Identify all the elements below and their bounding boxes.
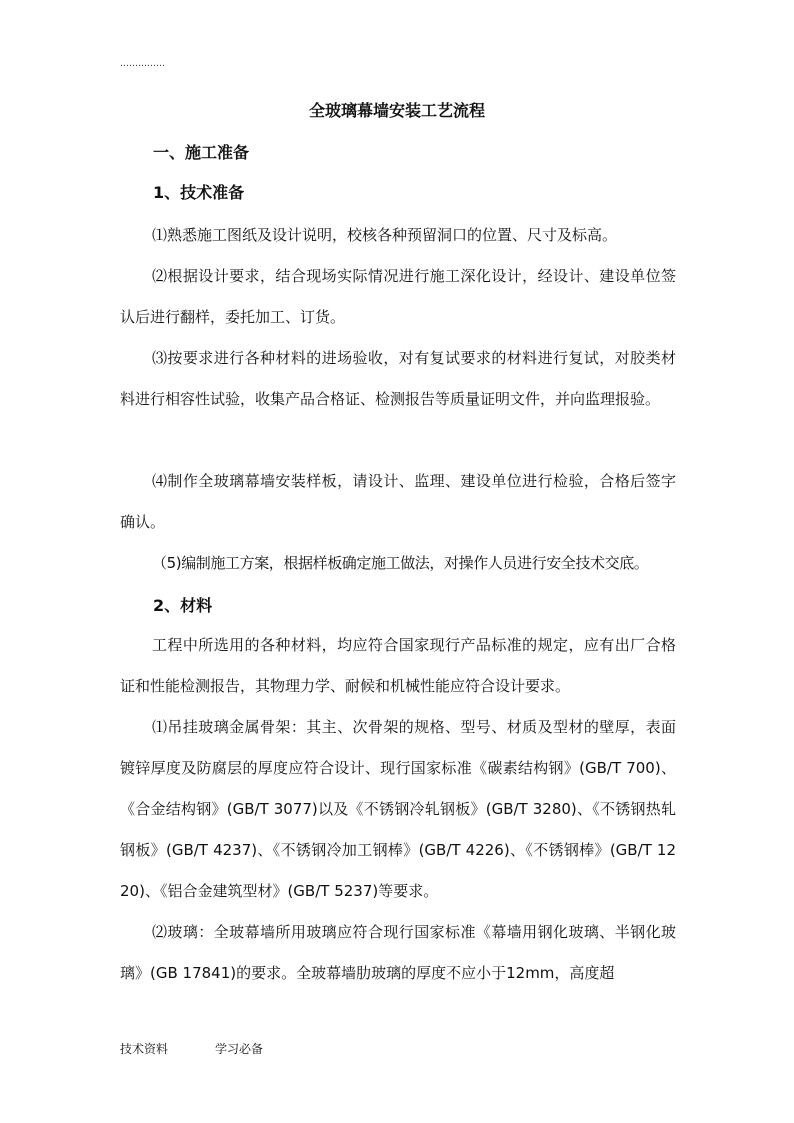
- footer-right-label: 学习必备: [215, 1042, 264, 1056]
- paragraph-7: ⑴吊挂玻璃金属骨架：其主、次骨架的规格、型号、材质及型材的壁厚，表面镀锌厚度及防腐层的厚度应符合设计、现行国家标准《碳素结构钢》(GB/T 700)、《合金结构钢》(GB/T 3077)以及《不锈钢冷轧钢板》(GB/T 3280)、《不锈钢热轧钢板》(GB/T 4237)、《不锈钢冷加工钢棒》(GB/T 4226)、《不锈钢棒》(GB/T 1220)、《铝合金建筑型材》(GB/T 5237)等要求。: [120, 718, 676, 900]
- header-dots: ……………: [120, 59, 165, 69]
- paragraph-6: 工程中所选用的各种材料，均应符合国家现行产品标准的规定，应有出厂合格证和性能检测报告，其物理力学、耐候和机械性能应符合设计要求。: [120, 636, 676, 695]
- section-heading-construction-prep: 一、施工准备: [153, 143, 250, 162]
- paragraph-2: ⑵根据设计要求，结合现场实际情况进行施工深化设计，经设计、建设单位签认后进行翻样，委托加工、订货。: [120, 267, 676, 326]
- paragraph-1: ⑴熟悉施工图纸及设计说明，校核各种预留洞口的位置、尺寸及标高。: [152, 226, 618, 244]
- paragraph-5: （5)编制施工方案，根据样板确定施工做法，对操作人员进行安全技术交底。: [152, 554, 649, 572]
- footer-left-label: 技术资料: [120, 1042, 169, 1056]
- paragraph-3: ⑶按要求进行各种材料的进场验收，对有复试要求的材料进行复试，对胶类材料进行相容性试验，收集产品合格证、检测报告等质量证明文件，并向监理报验。: [120, 349, 676, 408]
- footer: [120, 1040, 263, 1058]
- subsection-heading-technical-prep: 1、技术准备: [153, 183, 245, 202]
- subsection-heading-materials: 2、材料: [153, 596, 213, 615]
- paragraph-4: ⑷制作全玻璃幕墙安装样板，请设计、监理、建设单位进行检验，合格后签字确认。: [120, 472, 676, 531]
- document-title: 全玻璃幕墙安装工艺流程: [308, 101, 485, 120]
- paragraph-8: ⑵玻璃：全玻幕墙所用玻璃应符合现行国家标准《幕墙用钢化玻璃、半钢化玻璃》(GB 17841)的要求。全玻幕墙肋玻璃的厚度不应小于12mm，高度超: [120, 923, 676, 982]
